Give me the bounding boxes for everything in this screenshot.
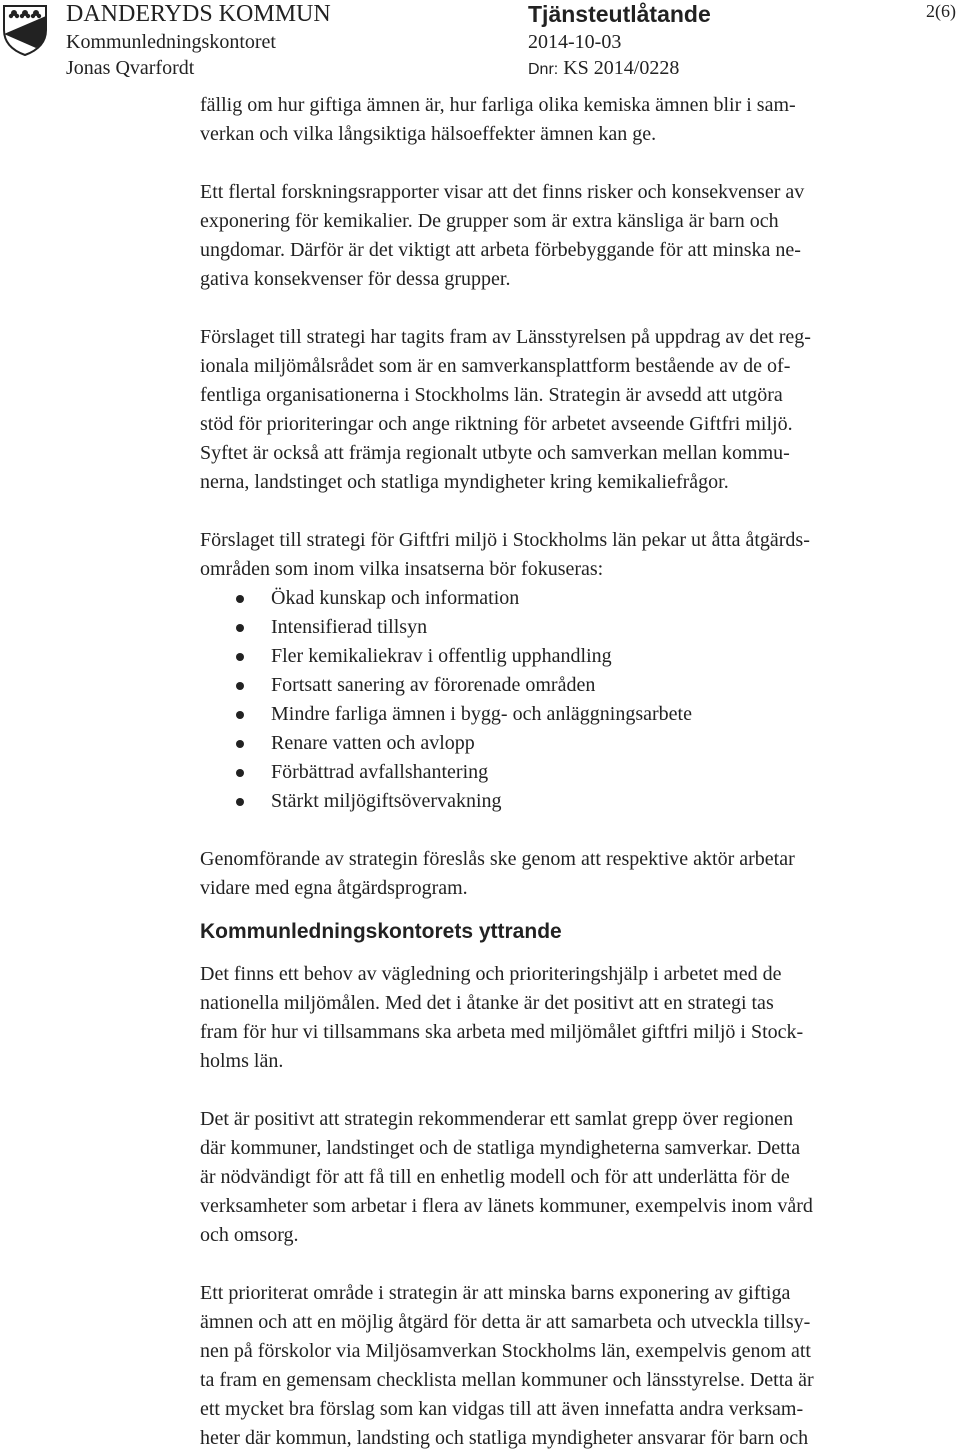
text-line: ämnen och att en möjlig åtgärd för detta är att samarbeta och utveckla tillsy-: [200, 1311, 811, 1333]
text-line: Det är positivt att strategin rekommenderar ett samlat grepp över regionen: [200, 1108, 794, 1130]
text-line: fentliga organisationerna i Stockholms län. Strategin är avsedd att utgöra: [200, 384, 783, 406]
list-item: Ökad kunskap och information: [200, 584, 940, 613]
text-line: Förslaget till strategi har tagits fram av Länsstyrelsen på uppdrag av det reg-: [200, 326, 811, 348]
text-line: Ett flertal forskningsrapporter visar att det finns risker och konsekvenser av: [200, 181, 805, 203]
paragraph-regional-approach: [200, 1105, 940, 1250]
text-line: heter där kommun, landsting och statliga myndigheter ansvarar för barn och: [200, 1427, 809, 1449]
author-name: Jonas Qvarfordt: [66, 57, 195, 79]
list-item: Stärkt miljögiftsövervakning: [200, 787, 940, 816]
document-body: [200, 91, 940, 1453]
document-date: 2014-10-03: [528, 31, 622, 53]
text-line: Förslaget till strategi för Giftfri miljö i Stockholms län pekar ut åtta åtgärds-: [200, 529, 810, 551]
list-item: Renare vatten och avlopp: [200, 729, 940, 758]
text-line: nen på förskolor via Miljösamverkan Stockholms län, exempelvis genom att: [200, 1340, 811, 1362]
diary-number-value: KS 2014/0228: [563, 57, 680, 79]
text-line: ionala miljömålsrådet som är en samverkansplattform bestående av de of-: [200, 355, 791, 377]
paragraph-action-areas-intro: [200, 526, 940, 584]
paragraph-implementation: [200, 845, 940, 903]
paragraph-strategy-proposal: [200, 323, 940, 497]
municipality-coat-of-arms-icon: [2, 4, 48, 56]
text-line: vidare med egna åtgärdsprogram.: [200, 877, 468, 899]
text-line: Genomförande av strategin föreslås ske genom att respektive aktör arbetar: [200, 848, 795, 870]
text-line: nerna, landstinget och statliga myndigheter kring kemikaliefrågor.: [200, 471, 729, 493]
text-line: Det finns ett behov av vägledning och prioriteringshjälp i arbetet med de: [200, 963, 782, 985]
text-line: Ett prioriterat område i strategin är att minska barns exponering av giftiga: [200, 1282, 791, 1304]
municipality-name: DANDERYDS KOMMUN: [66, 1, 331, 27]
text-line: är nödvändigt för att få till en enhetlig modell och för att underlätta för de: [200, 1166, 790, 1188]
text-line: holms län.: [200, 1050, 284, 1072]
text-line: exponering för kemikalier. De grupper som är extra känsliga är barn och: [200, 210, 779, 232]
office-name: Kommunledningskontoret: [66, 31, 276, 53]
text-line: områden som inom vilka insatserna bör fokuseras:: [200, 558, 604, 580]
text-line: ungdomar. Därför är det viktigt att arbeta förbebyggande för att minska ne-: [200, 239, 801, 261]
text-line: verksamheter som arbetar i flera av länets kommuner, exempelvis inom vård: [200, 1195, 813, 1217]
diary-number: [528, 57, 679, 80]
text-line: och omsorg.: [200, 1224, 299, 1246]
document-type: Tjänsteutlåtande: [528, 1, 711, 27]
paragraph-research-reports: [200, 178, 940, 294]
text-line: fram för hur vi tillsammans ska arbeta med miljömålet giftfri miljö i Stock-: [200, 1021, 804, 1043]
text-line: gativa konsekvenser för dessa grupper.: [200, 268, 511, 290]
paragraph-children-exposure: [200, 1279, 940, 1453]
action-areas-list: [200, 584, 940, 816]
list-item: Fortsatt sanering av förorenade områden: [200, 671, 940, 700]
paragraph-guidance-need: [200, 960, 940, 1076]
text-line: fällig om hur giftiga ämnen är, hur farliga olika kemiska ämnen blir i sam-: [200, 94, 796, 116]
diary-number-label: Dnr:: [528, 61, 559, 78]
section-heading: Kommunledningskontorets yttrande: [200, 920, 562, 943]
list-item: Mindre farliga ämnen i bygg- och anläggningsarbete: [200, 700, 940, 729]
list-item: Förbättrad avfallshantering: [200, 758, 940, 787]
list-item: Intensifierad tillsyn: [200, 613, 940, 642]
text-line: där kommuner, landstinget och de statliga myndigheterna samverkar. Detta: [200, 1137, 801, 1159]
text-line: verkan och vilka långsiktiga hälsoeffekter ämnen kan ge.: [200, 123, 657, 145]
list-item: Fler kemikaliekrav i offentlig upphandling: [200, 642, 940, 671]
text-line: Syftet är också att främja regionalt utbyte och samverkan mellan kommu-: [200, 442, 790, 464]
text-line: ta fram en gemensam checklista mellan kommuner och länsstyrelse. Detta är: [200, 1369, 814, 1391]
text-line: stöd för prioriteringar och ange riktning för arbetet avseende Giftfri miljö.: [200, 413, 793, 435]
text-line: ett mycket bra förslag som kan vidgas till att även innefatta andra verksam-: [200, 1398, 804, 1420]
text-line: nationella miljömålen. Med det i åtanke är det positivt att en strategi tas: [200, 992, 774, 1014]
page-number: 2(6): [926, 1, 956, 21]
paragraph-toxic-knowledge: [200, 91, 940, 149]
